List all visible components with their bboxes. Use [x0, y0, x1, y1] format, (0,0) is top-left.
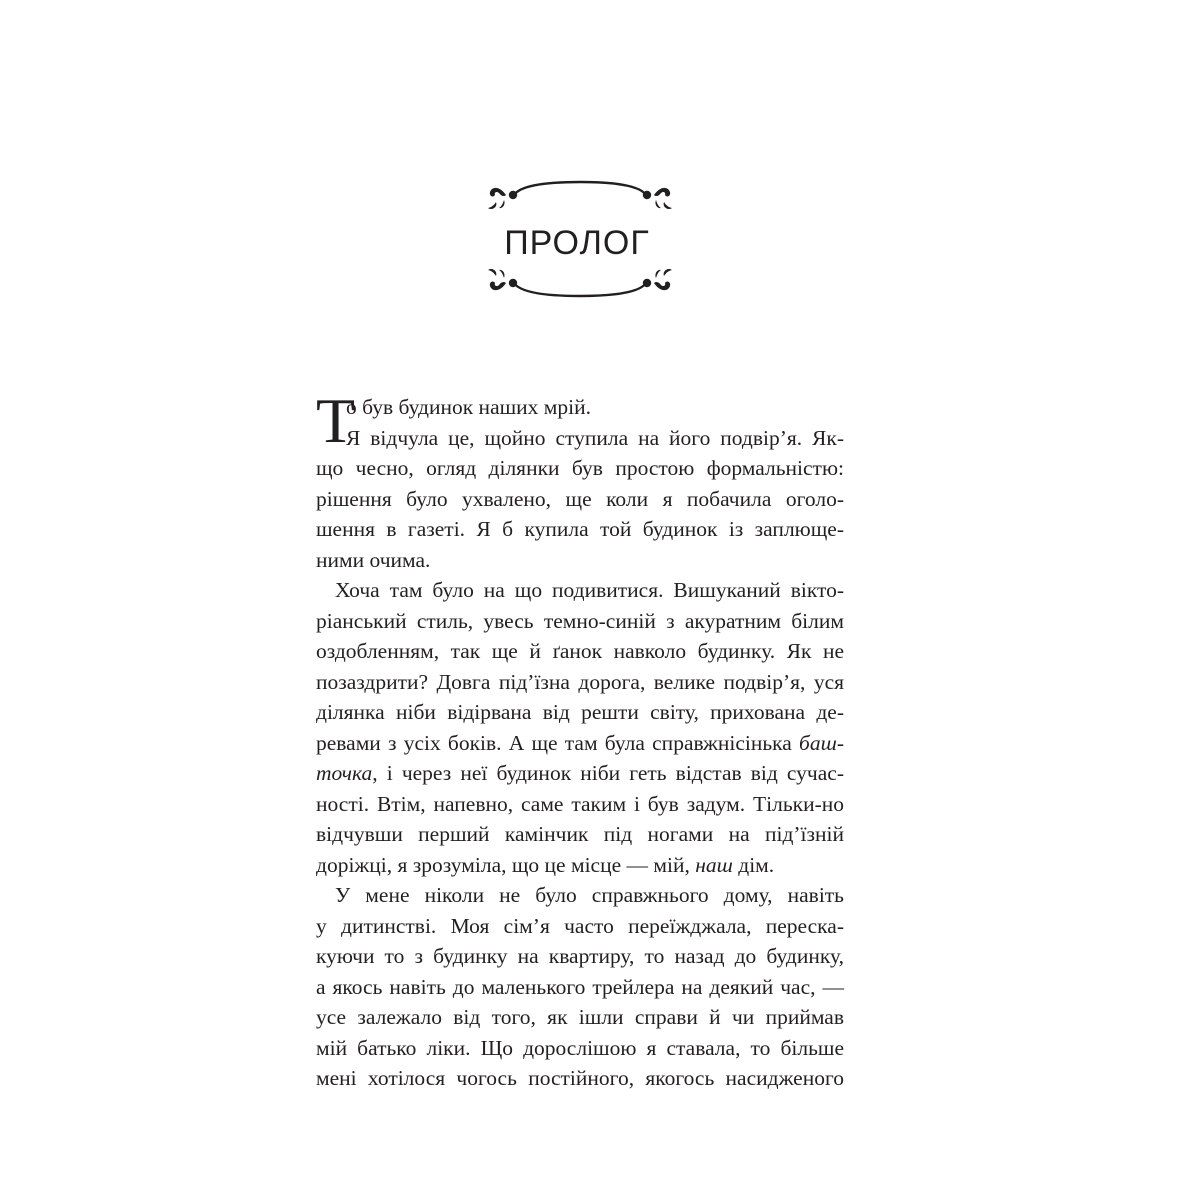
text-line: мені хотілося чогось постійного, якогось насидженого [316, 1066, 844, 1090]
ornament-top-icon [484, 178, 676, 212]
emphasis-text: баш- [799, 730, 844, 755]
text-line: у дитинстві. Моя сім’я часто переїжджала, переска- [316, 913, 844, 938]
text-line: ріанський стиль, увесь темно-синій з акуратним білим [316, 608, 844, 633]
text-run: доріжці, я зрозуміла, що це місце — мій, [316, 852, 696, 877]
text-line: усе залежало від того, як ішли справи й чи приймав [316, 1005, 844, 1029]
text-line: шення в газеті. Я б купила той будинок із заплюще- [316, 517, 844, 541]
text-line: куючи то з будинку на квартиру, то назад до будинку, [316, 944, 844, 968]
text-line: У мене ніколи не було справжнього дому, навіть [335, 883, 844, 907]
text-line: відчувши перший камінчик під ногами на під’їзній [316, 822, 844, 846]
ornament-bottom-icon [484, 266, 676, 300]
text-run: ревами з усіх боків. А ще там була справжнісінька [316, 730, 800, 755]
text-line: а якось навіть до маленького трейлера на деякий час, — [316, 974, 844, 999]
text-line: рішення було ухвалено, ще коли я побачила оголо- [316, 486, 844, 511]
emphasis-text: точка [316, 761, 373, 785]
text-line: позаздрити? Довга під’їзна дорога, велике подвір’я, уся [316, 669, 844, 694]
text-line: ності. Втім, напевно, саме таким і був задум. Тільки-но [316, 791, 844, 816]
text-line: ділянка ніби відірвана від решти світу, прихована де- [316, 700, 844, 724]
chapter-title: ПРОЛОГ [504, 224, 650, 262]
text-line: Я відчула це, щойно ступила на його подвір’я. Як- [346, 425, 844, 450]
drop-cap: Т [316, 385, 356, 456]
text-line: мій батько ліки. Що дорослішою я ставала, то більше [316, 1035, 844, 1060]
body-text [316, 385, 844, 1094]
text-line: що чесно, огляд ділянки був простою формальністю: [316, 456, 844, 480]
text-line: оздобленням, так ще й ґанок навколо будинку. Як не [316, 639, 844, 663]
text-line [316, 728, 844, 759]
text-line: ними очима. [316, 547, 431, 572]
text-line: о був будинок наших мрій. [346, 395, 592, 419]
text-line: Хоча там було на що подивитися. Вишуканий вікто- [335, 578, 844, 602]
text-line [316, 758, 844, 789]
text-run: , і через неї будинок ніби геть відстав від сучас- [372, 761, 844, 785]
emphasis-text: наш [695, 852, 733, 877]
text-run: дім. [732, 852, 775, 877]
text-line [316, 850, 844, 881]
